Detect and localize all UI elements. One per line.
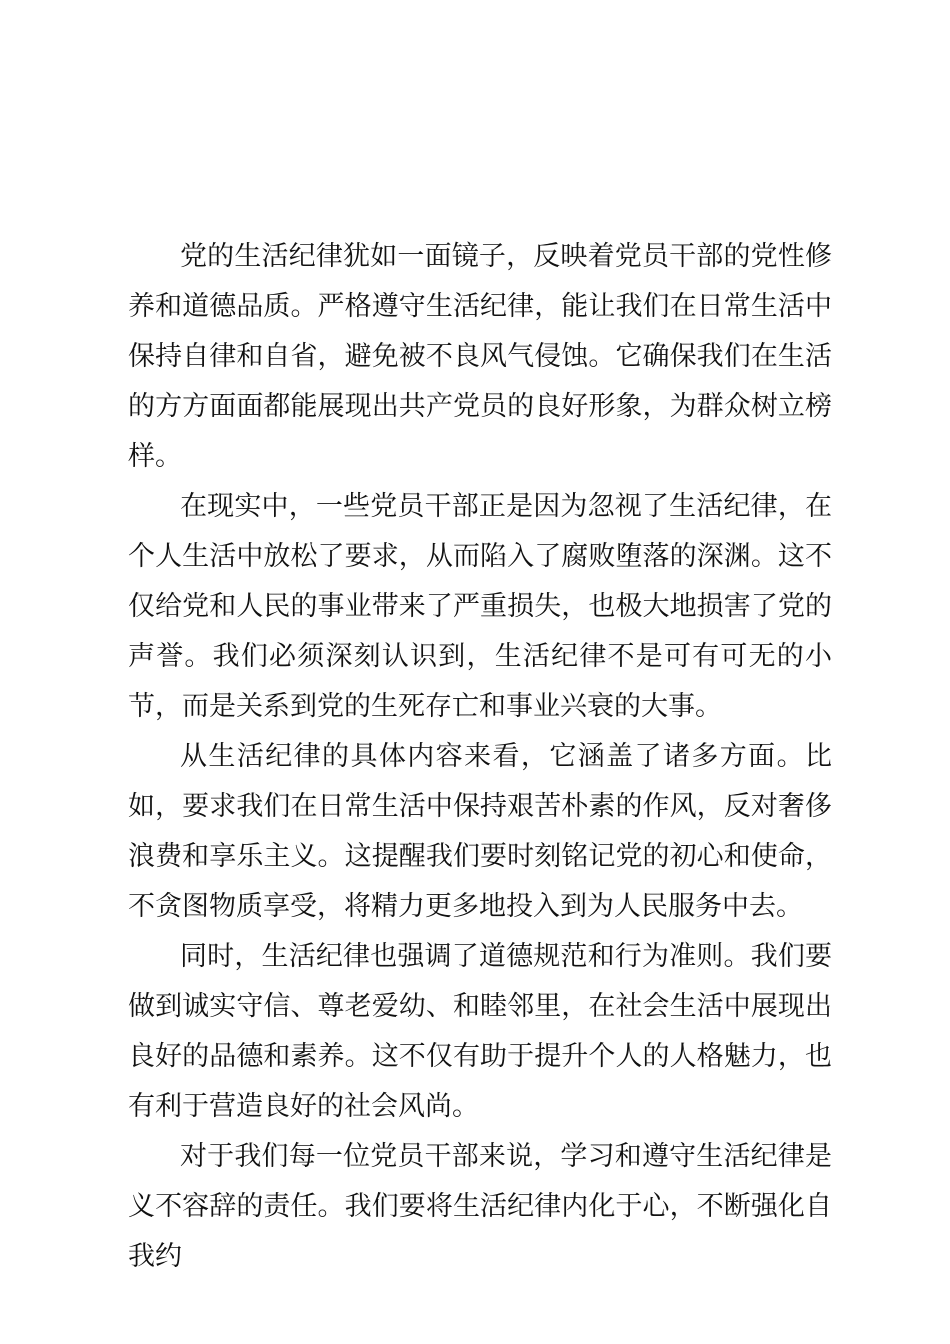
paragraph-4: 同时，生活纪律也强调了道德规范和行为准则。我们要做到诚实守信、尊老爱幼、和睦邻里，在社会生活中展现出良好的品德和素养。这不仅有助于提升个人的人格魅力，也有利于营造良好的社会风尚。 [128, 941, 832, 1122]
document-body [128, 232, 832, 1282]
paragraph-5: 对于我们每一位党员干部来说，学习和遵守生活纪律是义不容辞的责任。我们要将生活纪律内化于心，不断强化自我约 [128, 1141, 832, 1272]
paragraph-2: 在现实中，一些党员干部正是因为忽视了生活纪律，在个人生活中放松了要求，从而陷入了腐败堕落的深渊。这不仅给党和人民的事业带来了严重损失，也极大地损害了党的声誉。我们必须深刻认识到，生活纪律不是可有可无的小节，而是关系到党的生死存亡和事业兴衰的大事。 [128, 491, 832, 722]
paragraph-3: 从生活纪律的具体内容来看，它涵盖了诸多方面。比如，要求我们在日常生活中保持艰苦朴素的作风，反对奢侈浪费和享乐主义。这提醒我们要时刻铭记党的初心和使命，不贪图物质享受，将精力更多地投入到为人民服务中去。 [128, 741, 832, 922]
paragraph-1: 党的生活纪律犹如一面镜子，反映着党员干部的党性修养和道德品质。严格遵守生活纪律，能让我们在日常生活中保持自律和自省，避免被不良风气侵蚀。它确保我们在生活的方方面面都能展现出共产党员的良好形象，为群众树立榜样。 [128, 241, 832, 472]
